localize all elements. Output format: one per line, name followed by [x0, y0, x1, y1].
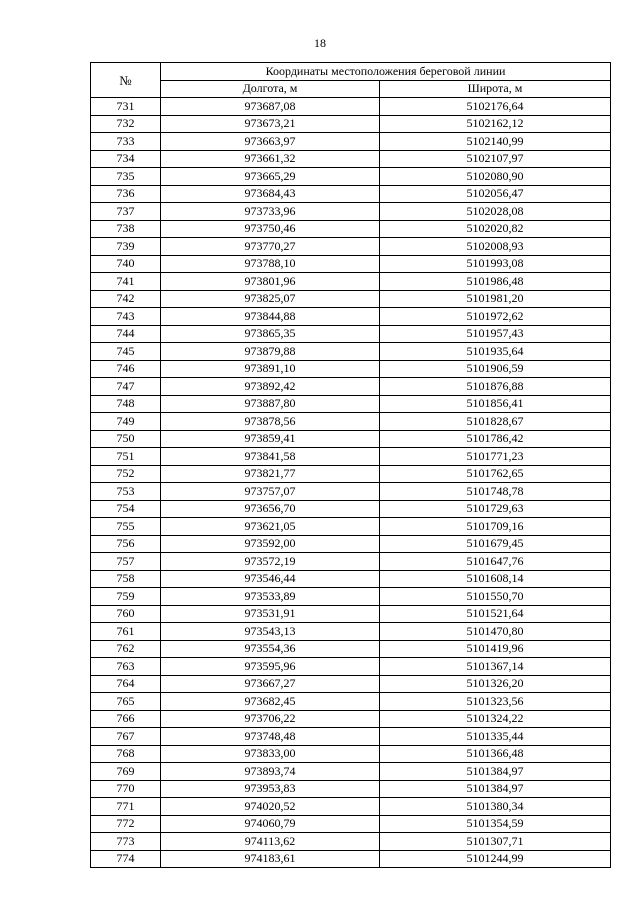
point-number-cell: 755 — [91, 518, 161, 536]
longitude-cell: 973621,05 — [161, 518, 380, 536]
coordinates-table — [90, 62, 611, 868]
point-number-cell: 734 — [91, 150, 161, 168]
longitude-cell: 973543,13 — [161, 623, 380, 641]
point-number-cell: 740 — [91, 255, 161, 273]
table-row — [91, 220, 611, 238]
point-number-cell: 764 — [91, 675, 161, 693]
longitude-cell: 973595,96 — [161, 658, 380, 676]
latitude-cell: 5102020,82 — [380, 220, 611, 238]
table-row — [91, 238, 611, 256]
latitude-cell: 5102176,64 — [380, 98, 611, 116]
table-row — [91, 378, 611, 396]
table-row — [91, 133, 611, 151]
table-row — [91, 483, 611, 501]
latitude-cell: 5101470,80 — [380, 623, 611, 641]
table-header — [91, 63, 611, 98]
table-row — [91, 325, 611, 343]
latitude-cell: 5101608,14 — [380, 570, 611, 588]
latitude-cell: 5102008,93 — [380, 238, 611, 256]
point-number-cell: 749 — [91, 413, 161, 431]
latitude-column-header: Широта, м — [380, 80, 611, 98]
table-row — [91, 675, 611, 693]
longitude-cell: 973825,07 — [161, 290, 380, 308]
latitude-cell: 5101419,96 — [380, 640, 611, 658]
longitude-cell: 973859,41 — [161, 430, 380, 448]
point-number-cell: 754 — [91, 500, 161, 518]
longitude-cell: 973665,29 — [161, 168, 380, 186]
table-row — [91, 413, 611, 431]
table-row — [91, 623, 611, 641]
longitude-cell: 973572,19 — [161, 553, 380, 571]
point-number-cell: 772 — [91, 815, 161, 833]
point-number-cell: 747 — [91, 378, 161, 396]
longitude-cell: 973841,58 — [161, 448, 380, 466]
table-row — [91, 728, 611, 746]
longitude-cell: 973821,77 — [161, 465, 380, 483]
table-row — [91, 780, 611, 798]
table-row — [91, 203, 611, 221]
latitude-cell: 5101647,76 — [380, 553, 611, 571]
longitude-cell: 974113,62 — [161, 833, 380, 851]
point-number-cell: 750 — [91, 430, 161, 448]
latitude-cell: 5101324,22 — [380, 710, 611, 728]
latitude-cell: 5101384,97 — [380, 780, 611, 798]
point-number-cell: 741 — [91, 273, 161, 291]
point-number-cell: 736 — [91, 185, 161, 203]
longitude-cell: 973682,45 — [161, 693, 380, 711]
longitude-cell: 973546,44 — [161, 570, 380, 588]
longitude-cell: 973844,88 — [161, 308, 380, 326]
longitude-cell: 973687,08 — [161, 98, 380, 116]
latitude-cell: 5101709,16 — [380, 518, 611, 536]
longitude-cell: 973953,83 — [161, 780, 380, 798]
longitude-cell: 973673,21 — [161, 115, 380, 133]
table-row — [91, 255, 611, 273]
point-number-cell: 753 — [91, 483, 161, 501]
point-number-cell: 765 — [91, 693, 161, 711]
point-number-cell: 773 — [91, 833, 161, 851]
table-row — [91, 360, 611, 378]
latitude-cell: 5101981,20 — [380, 290, 611, 308]
point-number-cell: 763 — [91, 658, 161, 676]
table-row — [91, 815, 611, 833]
longitude-cell: 973788,10 — [161, 255, 380, 273]
table-row — [91, 290, 611, 308]
table-row — [91, 115, 611, 133]
point-number-cell: 737 — [91, 203, 161, 221]
longitude-cell: 973878,56 — [161, 413, 380, 431]
table-row — [91, 465, 611, 483]
page-number: 18 — [314, 36, 326, 50]
table-row — [91, 745, 611, 763]
longitude-cell: 973770,27 — [161, 238, 380, 256]
coordinates-group-header: Координаты местоположения береговой линии — [161, 63, 611, 81]
number-column-header: № — [91, 63, 161, 98]
longitude-cell: 973748,48 — [161, 728, 380, 746]
longitude-cell: 973892,42 — [161, 378, 380, 396]
longitude-cell: 973663,97 — [161, 133, 380, 151]
point-number-cell: 760 — [91, 605, 161, 623]
table-row — [91, 640, 611, 658]
table-row — [91, 833, 611, 851]
table-row — [91, 658, 611, 676]
latitude-cell: 5101729,63 — [380, 500, 611, 518]
longitude-cell: 973656,70 — [161, 500, 380, 518]
longitude-cell: 973706,22 — [161, 710, 380, 728]
latitude-cell: 5101935,64 — [380, 343, 611, 361]
longitude-cell: 973533,89 — [161, 588, 380, 606]
latitude-cell: 5101367,14 — [380, 658, 611, 676]
latitude-cell: 5101856,41 — [380, 395, 611, 413]
table-row — [91, 570, 611, 588]
latitude-cell: 5101771,23 — [380, 448, 611, 466]
latitude-cell: 5102080,90 — [380, 168, 611, 186]
table-row — [91, 430, 611, 448]
point-number-cell: 731 — [91, 98, 161, 116]
longitude-cell: 973684,43 — [161, 185, 380, 203]
table-row — [91, 150, 611, 168]
latitude-cell: 5101550,70 — [380, 588, 611, 606]
latitude-cell: 5101354,59 — [380, 815, 611, 833]
table-row — [91, 588, 611, 606]
table-row — [91, 343, 611, 361]
point-number-cell: 757 — [91, 553, 161, 571]
longitude-cell: 973865,35 — [161, 325, 380, 343]
latitude-cell: 5101366,48 — [380, 745, 611, 763]
latitude-cell: 5101521,64 — [380, 605, 611, 623]
latitude-cell: 5102056,47 — [380, 185, 611, 203]
table-row — [91, 273, 611, 291]
table-row — [91, 710, 611, 728]
longitude-cell: 973893,74 — [161, 763, 380, 781]
point-number-cell: 751 — [91, 448, 161, 466]
point-number-cell: 768 — [91, 745, 161, 763]
table-row — [91, 448, 611, 466]
latitude-cell: 5101380,34 — [380, 798, 611, 816]
latitude-cell: 5101762,65 — [380, 465, 611, 483]
longitude-cell: 974060,79 — [161, 815, 380, 833]
point-number-cell: 767 — [91, 728, 161, 746]
point-number-cell: 744 — [91, 325, 161, 343]
table-row — [91, 98, 611, 116]
table-row — [91, 395, 611, 413]
longitude-cell: 973554,36 — [161, 640, 380, 658]
table-row — [91, 763, 611, 781]
latitude-cell: 5101679,45 — [380, 535, 611, 553]
table-row — [91, 850, 611, 868]
point-number-cell: 762 — [91, 640, 161, 658]
table-row — [91, 168, 611, 186]
latitude-cell: 5102162,12 — [380, 115, 611, 133]
point-number-cell: 738 — [91, 220, 161, 238]
table-body — [91, 98, 611, 868]
point-number-cell: 752 — [91, 465, 161, 483]
point-number-cell: 769 — [91, 763, 161, 781]
longitude-cell: 973833,00 — [161, 745, 380, 763]
latitude-cell: 5101323,56 — [380, 693, 611, 711]
latitude-cell: 5101957,43 — [380, 325, 611, 343]
longitude-cell: 973750,46 — [161, 220, 380, 238]
longitude-cell: 974020,52 — [161, 798, 380, 816]
point-number-cell: 732 — [91, 115, 161, 133]
latitude-cell: 5102028,08 — [380, 203, 611, 221]
point-number-cell: 766 — [91, 710, 161, 728]
point-number-cell: 759 — [91, 588, 161, 606]
table-row — [91, 535, 611, 553]
latitude-cell: 5101307,71 — [380, 833, 611, 851]
point-number-cell: 756 — [91, 535, 161, 553]
point-number-cell: 774 — [91, 850, 161, 868]
latitude-cell: 5102140,99 — [380, 133, 611, 151]
longitude-cell: 973757,07 — [161, 483, 380, 501]
latitude-cell: 5101335,44 — [380, 728, 611, 746]
latitude-cell: 5101244,99 — [380, 850, 611, 868]
table-row — [91, 605, 611, 623]
latitude-cell: 5101828,67 — [380, 413, 611, 431]
longitude-cell: 974183,61 — [161, 850, 380, 868]
latitude-cell: 5101986,48 — [380, 273, 611, 291]
latitude-cell: 5102107,97 — [380, 150, 611, 168]
point-number-cell: 742 — [91, 290, 161, 308]
longitude-cell: 973879,88 — [161, 343, 380, 361]
point-number-cell: 739 — [91, 238, 161, 256]
latitude-cell: 5101326,20 — [380, 675, 611, 693]
table-row — [91, 693, 611, 711]
table-row — [91, 185, 611, 203]
latitude-cell: 5101786,42 — [380, 430, 611, 448]
point-number-cell: 770 — [91, 780, 161, 798]
longitude-cell: 973531,91 — [161, 605, 380, 623]
point-number-cell: 745 — [91, 343, 161, 361]
point-number-cell: 761 — [91, 623, 161, 641]
longitude-cell: 973592,00 — [161, 535, 380, 553]
latitude-cell: 5101876,88 — [380, 378, 611, 396]
table-row — [91, 308, 611, 326]
point-number-cell: 758 — [91, 570, 161, 588]
longitude-cell: 973887,80 — [161, 395, 380, 413]
longitude-cell: 973733,96 — [161, 203, 380, 221]
point-number-cell: 746 — [91, 360, 161, 378]
latitude-cell: 5101748,78 — [380, 483, 611, 501]
point-number-cell: 771 — [91, 798, 161, 816]
point-number-cell: 735 — [91, 168, 161, 186]
table-row — [91, 500, 611, 518]
point-number-cell: 748 — [91, 395, 161, 413]
table-row — [91, 798, 611, 816]
point-number-cell: 743 — [91, 308, 161, 326]
latitude-cell: 5101384,97 — [380, 763, 611, 781]
latitude-cell: 5101972,62 — [380, 308, 611, 326]
longitude-column-header: Долгота, м — [161, 80, 380, 98]
table-row — [91, 518, 611, 536]
longitude-cell: 973801,96 — [161, 273, 380, 291]
longitude-cell: 973667,27 — [161, 675, 380, 693]
point-number-cell: 733 — [91, 133, 161, 151]
latitude-cell: 5101906,59 — [380, 360, 611, 378]
latitude-cell: 5101993,08 — [380, 255, 611, 273]
table-row — [91, 553, 611, 571]
longitude-cell: 973661,32 — [161, 150, 380, 168]
longitude-cell: 973891,10 — [161, 360, 380, 378]
